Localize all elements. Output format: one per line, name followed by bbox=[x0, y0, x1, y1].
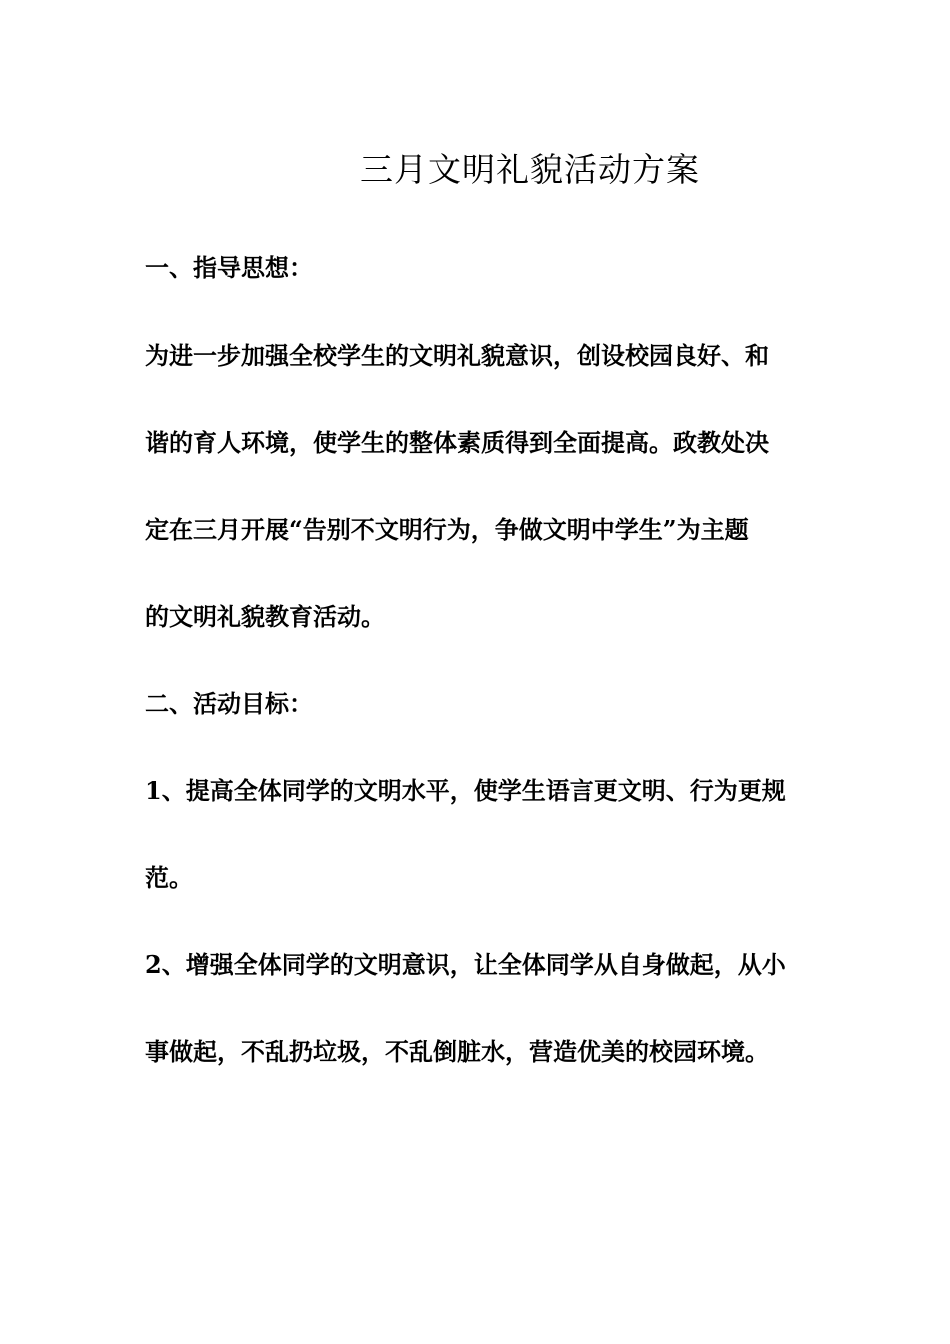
document-title: 三月文明礼貌活动方案 bbox=[360, 150, 700, 189]
section-heading-activity-goals: 二、活动目标： bbox=[145, 689, 313, 718]
goal-item-1-line: 范。 bbox=[145, 863, 193, 892]
paragraph-line: 为进一步加强全校学生的文明礼貌意识，创设校园良好、和 bbox=[145, 341, 769, 370]
goal-item-2-line: 2、增强全体同学的文明意识，让全体同学从自身做起，从小 bbox=[145, 950, 786, 979]
paragraph-line: 定在三月开展“告别不文明行为，争做文明中学生”为主题 bbox=[145, 515, 749, 544]
goal-item-1-line: 1、提高全体同学的文明水平，使学生语言更文明、行为更规 bbox=[145, 776, 786, 805]
paragraph-line: 谐的育人环境，使学生的整体素质得到全面提高。政教处决 bbox=[145, 428, 769, 457]
paragraph-line: 的文明礼貌教育活动。 bbox=[145, 602, 385, 631]
section-heading-guiding-thought: 一、指导思想： bbox=[145, 253, 313, 282]
goal-item-2-line: 事做起，不乱扔垃圾，不乱倒脏水，营造优美的校园环境。 bbox=[145, 1037, 769, 1066]
